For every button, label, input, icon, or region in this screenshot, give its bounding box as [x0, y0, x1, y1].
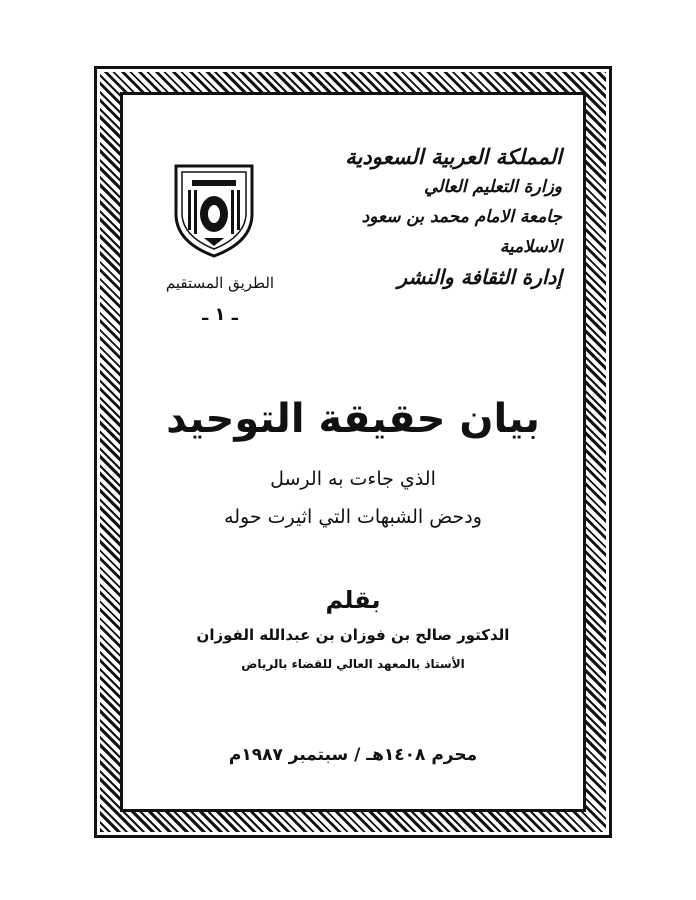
book-title: بيان حقيقة التوحيد	[166, 396, 540, 442]
publisher-country: المملكة العربية السعودية	[345, 144, 562, 169]
publisher-block	[332, 142, 562, 292]
publisher-department: إدارة الثقافة والنشر	[397, 265, 562, 289]
book-subtitle-line2: ودحض الشبهات التي اثيرت حوله	[224, 506, 482, 528]
cover-page	[124, 96, 582, 808]
university-emblem-icon	[170, 160, 258, 260]
book-subtitle-line1: الذي جاءت به الرسل	[270, 468, 436, 490]
series-name: الطريق المستقيم	[165, 274, 275, 292]
author-name: الدكتور صالح بن فوزان بن عبدالله الفوزان	[196, 626, 510, 644]
author-position: الأستاذ بالمعهد العالي للقضاء بالرياض	[241, 657, 465, 671]
author-by-label: بقلم	[325, 586, 381, 614]
publisher-university: جامعة الامام محمد بن سعود الاسلامية	[361, 207, 562, 257]
publisher-ministry: وزارة التعليم العالي	[423, 177, 562, 197]
publication-date: محرم ١٤٠٨هـ / سبتمبر ١٩٨٧م	[228, 745, 478, 765]
series-number: ـ ١ ـ	[202, 304, 238, 325]
